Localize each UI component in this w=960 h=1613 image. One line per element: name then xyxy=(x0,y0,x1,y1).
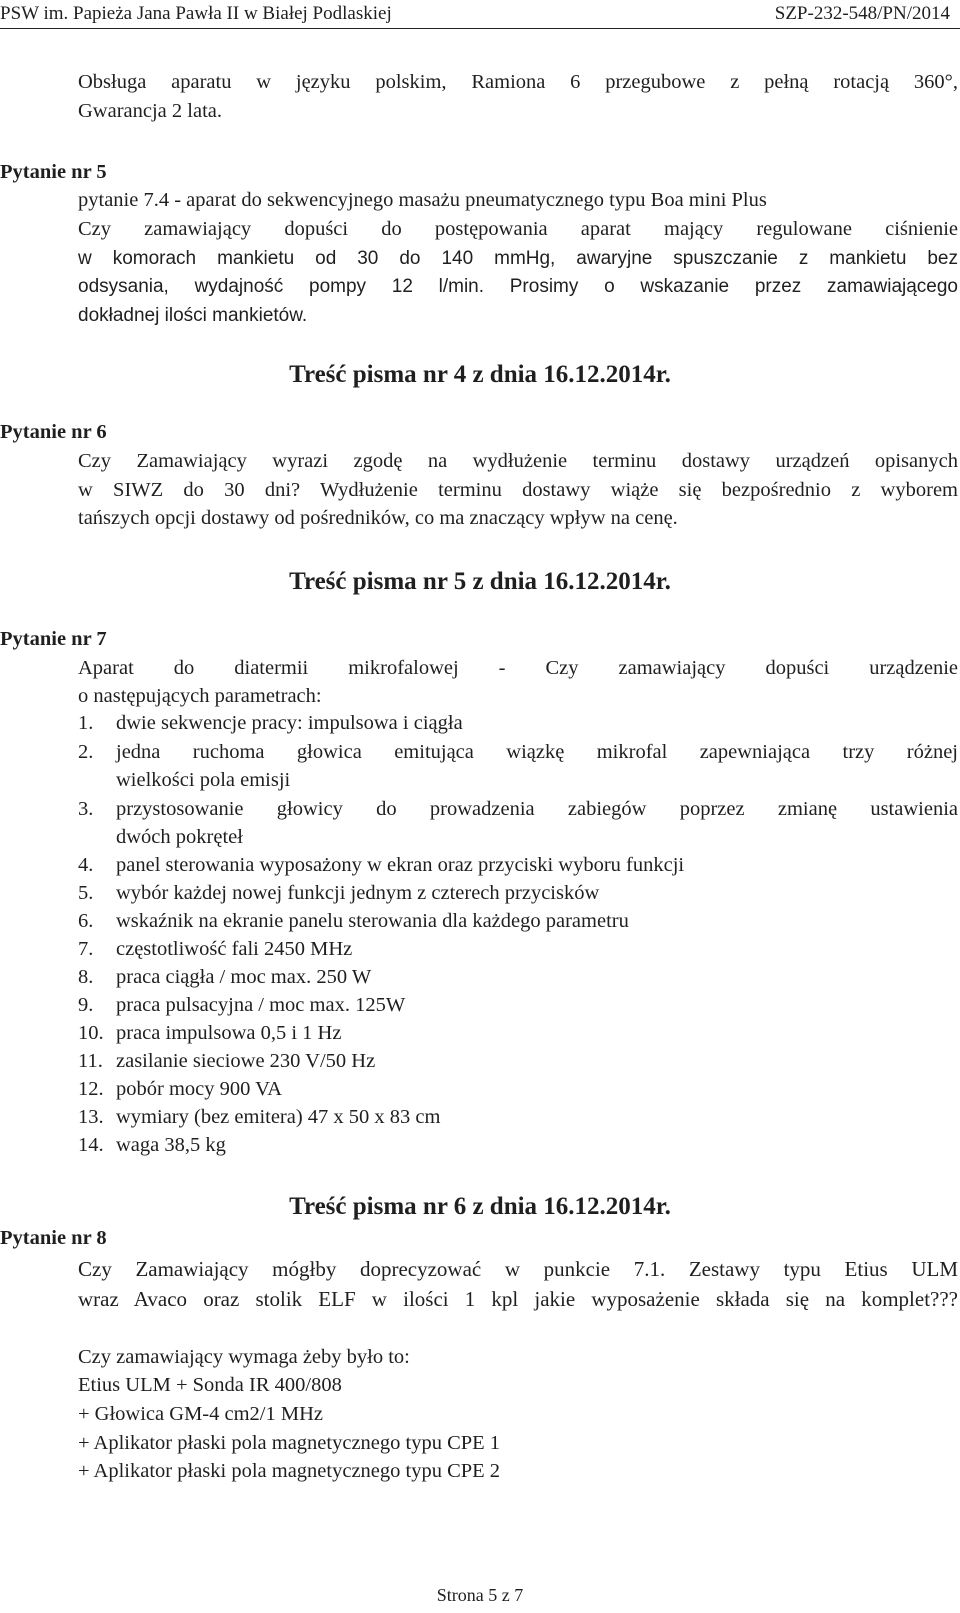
header-institution: PSW im. Papieża Jana Pawła II w Białej Podlaskiej xyxy=(0,3,392,24)
question-5-line-4: odsysania, wydajność pompy 12 l/min. Prosimy o wskazanie przez zamawiającego xyxy=(78,276,958,297)
list-item: 10. praca impulsowa 0,5 i 1 Hz xyxy=(78,1022,342,1044)
list-item: 11. zasilanie sieciowe 230 V/50 Hz xyxy=(78,1050,376,1072)
list-item-continuation: wielkości pola emisji xyxy=(116,769,291,791)
page-header xyxy=(0,0,960,29)
question-7-heading: Pytanie nr 7 xyxy=(0,628,107,650)
question-8-line-7: + Aplikator płaski pola magnetycznego typu CPE 2 xyxy=(78,1460,501,1482)
list-item: 14. waga 38,5 kg xyxy=(78,1134,226,1156)
list-item: 8. praca ciągła / moc max. 250 W xyxy=(78,966,372,988)
letter-5-title: Treść pisma nr 5 z dnia 16.12.2014r. xyxy=(289,568,671,595)
question-8-line-4: Etius ULM + Sonda IR 400/808 xyxy=(78,1374,342,1396)
list-item-continuation: dwóch pokręteł xyxy=(116,826,243,848)
list-item: 7. częstotliwość fali 2450 MHz xyxy=(78,938,353,960)
list-item: 12. pobór mocy 900 VA xyxy=(78,1078,283,1100)
question-8-line-5: + Głowica GM-4 cm2/1 MHz xyxy=(78,1403,323,1425)
list-item: 4. panel sterowania wyposażony w ekran oraz przyciski wyboru funkcji xyxy=(78,854,685,876)
list-item: 3. przystosowanie głowicy do prowadzenia zabiegów poprzez zmianę ustawienia xyxy=(78,798,958,820)
intro-line-2: Gwarancja 2 lata. xyxy=(78,100,222,122)
question-6-line-1: Czy Zamawiający wyrazi zgodę na wydłużenie terminu dostawy urządzeń opisanych xyxy=(78,450,958,472)
question-5-line-3: w komorach mankietu od 30 do 140 mmHg, awaryjne spuszczanie z mankietu bez xyxy=(78,248,958,269)
question-8-heading: Pytanie nr 8 xyxy=(0,1227,107,1249)
question-6-line-2: w SIWZ do 30 dni? Wydłużenie terminu dostawy wiąże się bezpośrednio z wyborem xyxy=(78,479,958,501)
list-item: 6. wskaźnik na ekranie panelu sterowania dla każdego parametru xyxy=(78,910,629,932)
list-item: 1. dwie sekwencje pracy: impulsowa i ciągła xyxy=(78,712,463,734)
question-8-line-2: wraz Avaco oraz stolik ELF w ilości 1 kpl jakie wyposażenie składa się na komplet??? xyxy=(78,1287,958,1311)
question-5-heading: Pytanie nr 5 xyxy=(0,161,107,183)
question-8-line-6: + Aplikator płaski pola magnetycznego typu CPE 1 xyxy=(78,1432,501,1454)
question-5-line-5: dokładnej ilości mankietów. xyxy=(78,305,308,326)
question-8-line-3: Czy zamawiający wymaga żeby było to: xyxy=(78,1346,410,1368)
question-7-line-2: o następujących parametrach: xyxy=(78,685,322,707)
intro-line-1: Obsługa aparatu w języku polskim, Ramiona 6 przegubowe z pełną rotacją 360°, xyxy=(78,71,958,93)
list-item: 9. praca pulsacyjna / moc max. 125W xyxy=(78,994,406,1016)
letter-6-title: Treść pisma nr 6 z dnia 16.12.2014r. xyxy=(289,1193,671,1220)
question-8-line-1: Czy Zamawiający mógłby doprecyzować w punkcie 7.1. Zestawy typu Etius ULM xyxy=(78,1257,958,1281)
question-6-line-3: tańszych opcji dostawy od pośredników, co ma znaczący wpływ na cenę. xyxy=(78,507,678,529)
header-reference: SZP-232-548/PN/2014 xyxy=(774,3,950,24)
page-number: Strona 5 z 7 xyxy=(436,1585,524,1605)
list-item: 5. wybór każdej nowej funkcji jednym z czterech przycisków xyxy=(78,882,600,904)
list-item: 2. jedna ruchoma głowica emitująca wiązkę mikrofal zapewniająca trzy różnej xyxy=(78,741,958,763)
letter-4-title: Treść pisma nr 4 z dnia 16.12.2014r. xyxy=(289,361,671,388)
question-5-line-1: pytanie 7.4 - aparat do sekwencyjnego masażu pneumatycznego typu Boa mini Plus xyxy=(78,189,767,211)
list-item: 13. wymiary (bez emitera) 47 x 50 x 83 cm xyxy=(78,1106,441,1128)
question-6-heading: Pytanie nr 6 xyxy=(0,421,107,443)
question-7-line-1: Aparat do diatermii mikrofalowej - Czy zamawiający dopuści urządzenie xyxy=(78,657,958,679)
question-5-line-2: Czy zamawiający dopuści do postępowania aparat mający regulowane ciśnienie xyxy=(78,218,958,240)
